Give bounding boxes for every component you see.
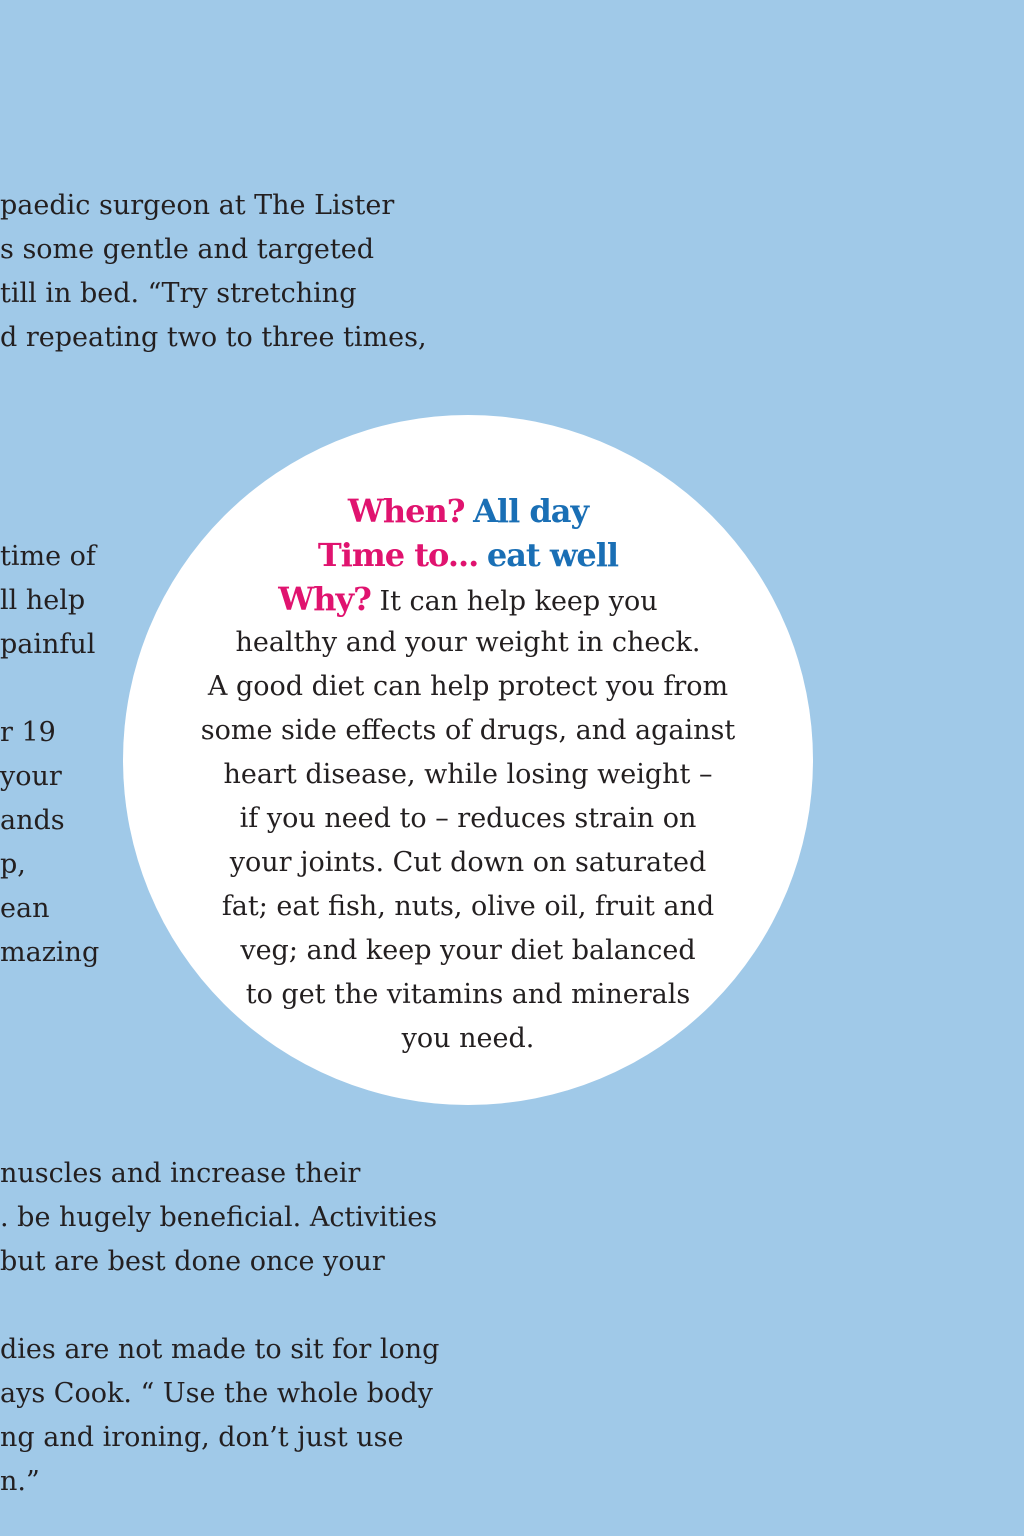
text-line: p, [0, 849, 26, 880]
text-line: ll help [0, 585, 86, 616]
text-line: painful [0, 629, 96, 660]
tip-body-line: veg; and keep your diet balanced [240, 935, 696, 966]
text-line: ng and ironing, don’t just use [0, 1422, 404, 1453]
text-line: till in bed. “Try stretching [0, 278, 357, 309]
text-line: r 19 [0, 717, 56, 748]
text-line: dies are not made to sit for long [0, 1334, 440, 1365]
why-text: It can help keep you [379, 586, 658, 617]
time-to-value: eat well [486, 536, 619, 574]
text-line: n.” [0, 1466, 40, 1497]
when-label: When? [347, 492, 465, 530]
tip-body-line: fat; eat fish, nuts, olive oil, fruit and [221, 891, 715, 922]
tip-body-line: you need. [401, 1023, 535, 1054]
text-line: your [0, 761, 62, 792]
tip-body-line: if you need to – reduces strain on [239, 803, 697, 834]
text-line: but are best done once your [0, 1246, 385, 1277]
text-line [0, 1284, 439, 1328]
article-paragraph-bottom [0, 1152, 439, 1504]
text-line: d repeating two to three times, [0, 322, 427, 353]
why-label: Why? [278, 580, 371, 618]
tip-body-line: A good diet can help protect you from [207, 671, 729, 702]
text-line: ands [0, 805, 65, 836]
tip-body-line: heart disease, while losing weight – [223, 759, 713, 790]
text-line: time of [0, 541, 96, 572]
tip-body-line: your joints. Cut down on saturated [229, 847, 707, 878]
text-line: mazing [0, 937, 100, 968]
when-value: All day [473, 492, 589, 530]
time-to-label: Time to... [317, 536, 479, 574]
tip-body-line: healthy and your weight in check. [235, 627, 701, 658]
tip-box [0, 489, 936, 1061]
text-line: s some gentle and targeted [0, 234, 374, 265]
text-line: ays Cook. “ Use the whole body [0, 1378, 433, 1409]
text-line: nuscles and increase their [0, 1158, 361, 1189]
text-line: paedic surgeon at The Lister [0, 190, 395, 221]
tip-body-line: some side effects of drugs, and against [200, 715, 736, 746]
text-line: ean [0, 893, 50, 924]
article-paragraph-top [0, 184, 427, 360]
text-line: . be hugely beneficial. Activities [0, 1202, 438, 1233]
when-line [0, 489, 936, 533]
tip-body-line: to get the vitamins and minerals [245, 979, 691, 1010]
time-to-line [0, 533, 936, 577]
why-line [0, 577, 936, 621]
